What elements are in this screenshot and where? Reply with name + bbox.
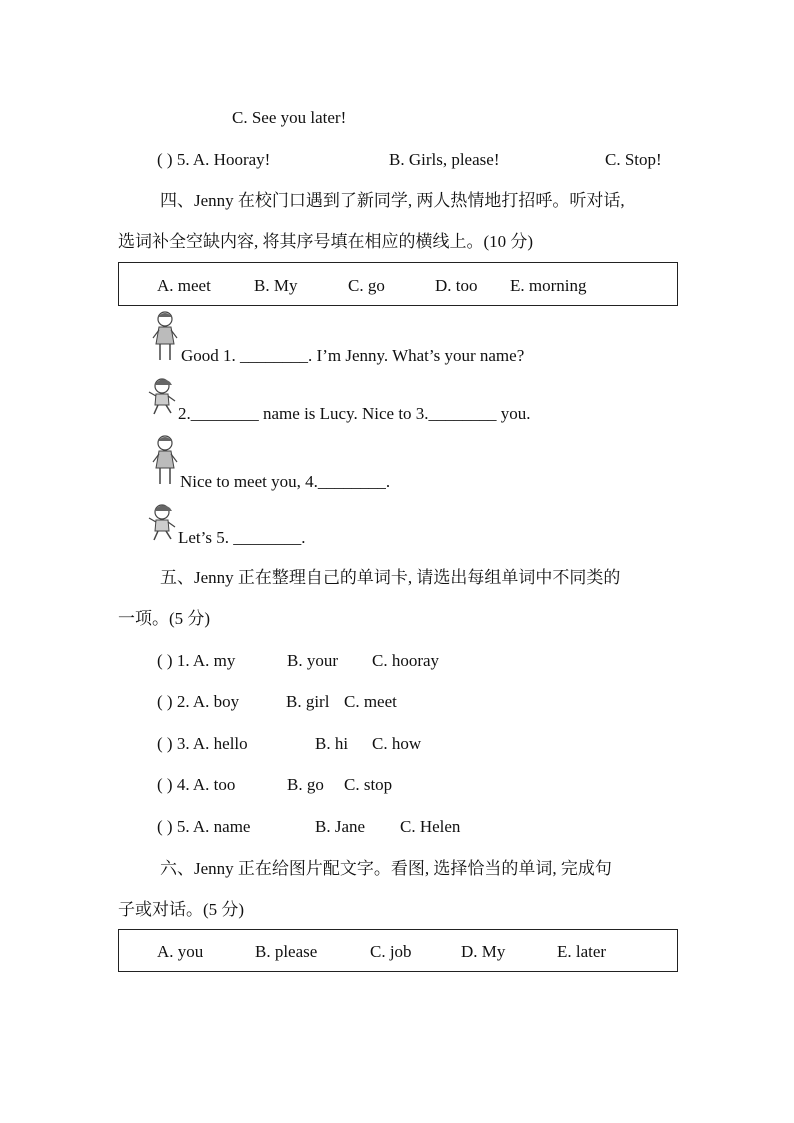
section5-title: 五、Jenny 正在整理自己的单词卡, 请选出每组单词中不同类的: [160, 568, 621, 587]
dialogue-line-3: Nice to meet you, 4.________.: [180, 472, 391, 491]
section5-title-cont: 一项。(5 分): [118, 609, 211, 628]
section5-item-4-b: B. go: [287, 775, 324, 794]
girl-figure: [150, 434, 180, 488]
section5-item-3-c: C. how: [372, 734, 422, 753]
section4-title-cont: 选词补全空缺内容, 将其序号填在相应的横线上。(10 分): [118, 232, 534, 251]
word-option: A. meet: [157, 276, 211, 295]
section5-item-3: ( ) 3. A. hello: [157, 734, 248, 753]
word-option: B. please: [255, 942, 318, 961]
dialogue-line-1: Good 1. ________. I’m Jenny. What’s your name?: [181, 346, 525, 365]
section5-item-1-c: C. hooray: [372, 651, 440, 670]
section5-item-2-c: C. meet: [344, 692, 397, 711]
word-option: D. My: [461, 942, 506, 961]
word-option: C. job: [370, 942, 412, 961]
section5-item-1: ( ) 1. A. my: [157, 651, 236, 670]
section5-item-2-b: B. girl: [286, 692, 330, 711]
section5-item-5-b: B. Jane: [315, 817, 366, 836]
section6-title-cont: 子或对话。(5 分): [118, 900, 245, 919]
boy-figure: [146, 376, 178, 416]
section6-title: 六、Jenny 正在给图片配文字。看图, 选择恰当的单词, 完成句: [160, 859, 612, 878]
section6-word-box: [118, 929, 678, 972]
dialogue-line-2: 2.________ name is Lucy. Nice to 3.________ you.: [178, 404, 531, 423]
q3-option-c: C. See you later!: [232, 108, 347, 127]
section5-item-4-c: C. stop: [344, 775, 393, 794]
section5-item-2: ( ) 2. A. boy: [157, 692, 240, 711]
boy-figure: [146, 502, 178, 542]
q3-item-5: ( ) 5. A. Hooray!: [157, 150, 271, 169]
section5-item-5-c: C. Helen: [400, 817, 461, 836]
dialogue-line-4: Let’s 5. ________.: [178, 528, 306, 547]
girl-figure: [150, 310, 180, 364]
section5-item-1-b: B. your: [287, 651, 338, 670]
word-option: D. too: [435, 276, 478, 295]
section5-item-5: ( ) 5. A. name: [157, 817, 251, 836]
word-option: E. later: [557, 942, 607, 961]
word-option: C. go: [348, 276, 385, 295]
word-option: A. you: [157, 942, 204, 961]
section5-item-3-b: B. hi: [315, 734, 349, 753]
q3-item-5-option-b: B. Girls, please!: [389, 150, 500, 169]
word-option: B. My: [254, 276, 298, 295]
section4-title: 四、Jenny 在校门口遇到了新同学, 两人热情地打招呼。听对话,: [160, 191, 625, 210]
section4-word-box: [118, 262, 678, 306]
word-option: E. morning: [510, 276, 587, 295]
q3-item-5-option-c: C. Stop!: [605, 150, 662, 169]
section5-item-4: ( ) 4. A. too: [157, 775, 236, 794]
